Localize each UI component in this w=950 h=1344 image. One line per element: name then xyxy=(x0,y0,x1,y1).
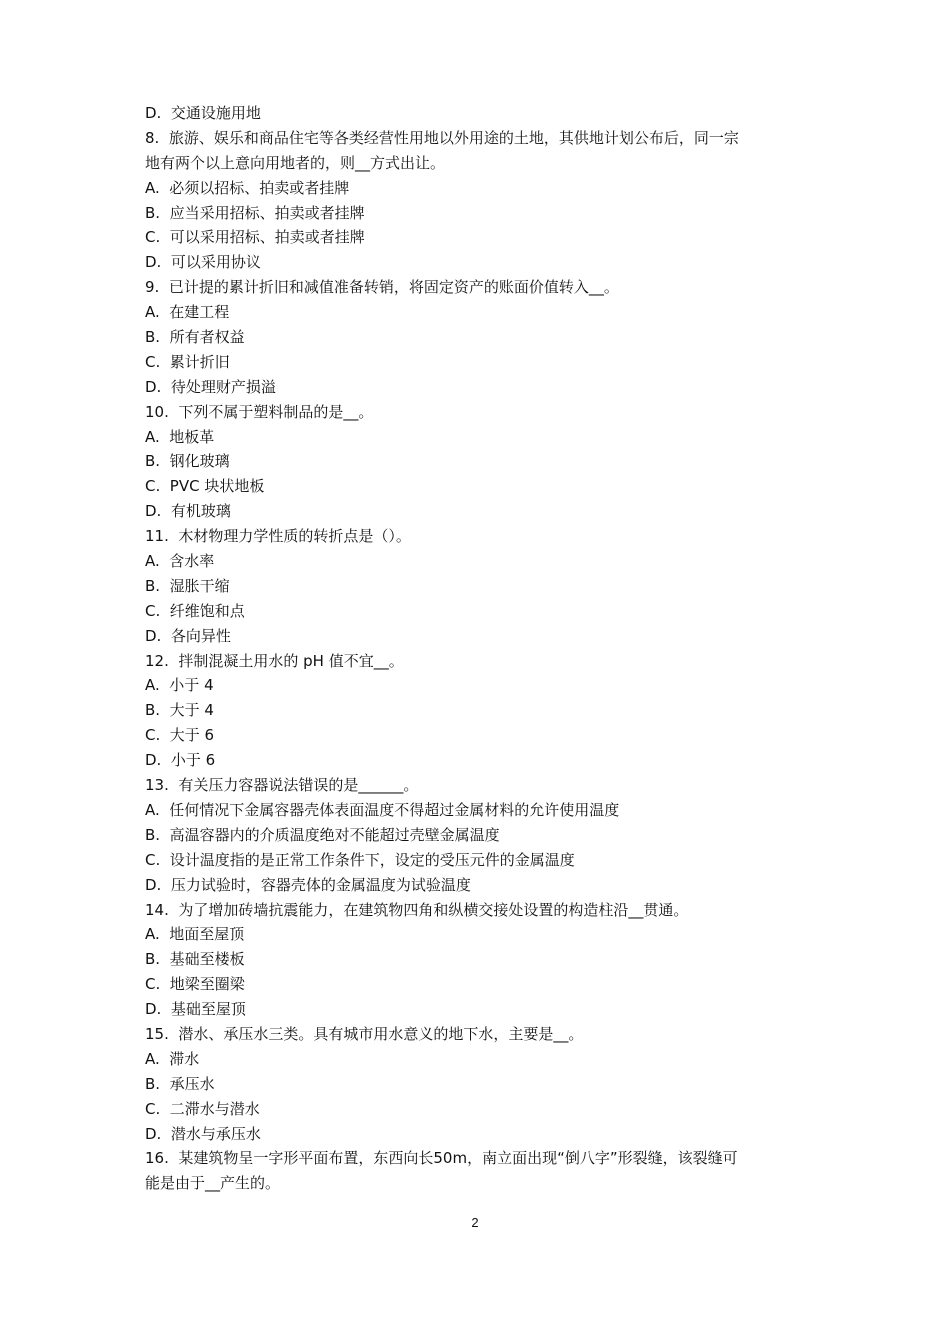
text-line: D. 各向异性 xyxy=(145,626,231,645)
text-line: D. 小于 6 xyxy=(145,751,216,770)
text-line: A. 地面至屋顶 xyxy=(145,925,245,944)
text-line: 9. 已计提的累计折旧和减值准备转销，将固定资产的账面价值转入__。 xyxy=(145,278,619,297)
text-line: B. 应当采用招标、拍卖或者挂牌 xyxy=(145,203,365,222)
text-line: A. 必须以招标、拍卖或者挂牌 xyxy=(145,178,350,197)
text-line: 地有两个以上意向用地者的，则__方式出让。 xyxy=(145,153,446,172)
text-line: 10. 下列不属于塑料制品的是__。 xyxy=(145,402,374,421)
text-line: B. 钢化玻璃 xyxy=(145,452,230,471)
text-line: B. 承压水 xyxy=(145,1074,215,1093)
text-line: A. 在建工程 xyxy=(145,303,230,322)
text-line: A. 滞水 xyxy=(145,1049,200,1068)
text-line: A. 含水率 xyxy=(145,552,215,571)
text-line: B. 高温容器内的介质温度绝对不能超过壳壁金属温度 xyxy=(145,825,500,844)
text-line: 8. 旅游、娱乐和商品住宅等各类经营性用地以外用途的土地，其供地计划公布后，同一宗 xyxy=(145,128,739,147)
text-line: C. 设计温度指的是正常工作条件下，设定的受压元件的金属温度 xyxy=(145,850,575,869)
text-line: C. 累计折旧 xyxy=(145,352,230,371)
text-line: C. 地梁至圈梁 xyxy=(145,975,245,994)
text-line: D. 有机玻璃 xyxy=(145,502,231,521)
text-line: 能是由于__产生的。 xyxy=(145,1174,281,1193)
text-line: A. 小于 4 xyxy=(145,676,214,695)
text-line: C. 纤维饱和点 xyxy=(145,601,245,620)
text-line: D. 待处理财产损溢 xyxy=(145,377,276,396)
text-line: A. 任何情况下金属容器壳体表面温度不得超过金属材料的允许使用温度 xyxy=(145,800,620,819)
document-body xyxy=(145,101,825,1196)
text-line: B. 湿胀干缩 xyxy=(145,576,230,595)
text-line: D. 交通设施用地 xyxy=(145,104,261,122)
text-line: 11. 木材物理力学性质的转折点是（）。 xyxy=(145,527,411,546)
text-line: D. 基础至屋顶 xyxy=(145,1000,246,1019)
text-line: A. 地板革 xyxy=(145,427,215,446)
text-line: C. 大于 6 xyxy=(145,726,215,745)
text-line: 14. 为了增加砖墙抗震能力，在建筑物四角和纵横交接处设置的构造柱沿__贯通。 xyxy=(145,900,689,919)
text-line: D. 潜水与承压水 xyxy=(145,1124,261,1143)
text-line: C. PVC 块状地板 xyxy=(145,477,265,496)
text-line: C. 二滞水与潜水 xyxy=(145,1099,260,1118)
text-line: D. 可以采用协议 xyxy=(145,253,261,272)
text-line: 12. 拌制混凝土用水的 pH 值不宜__。 xyxy=(145,651,404,670)
page-number: 2 xyxy=(471,1215,479,1230)
text-line: B. 大于 4 xyxy=(145,701,214,720)
text-line: B. 所有者权益 xyxy=(145,328,245,347)
text-line: 15. 潜水、承压水三类。具有城市用水意义的地下水，主要是__。 xyxy=(145,1024,584,1043)
text-line: B. 基础至楼板 xyxy=(145,950,245,969)
text-line: C. 可以采用招标、拍卖或者挂牌 xyxy=(145,228,365,247)
text-line: 13. 有关压力容器说法错误的是______。 xyxy=(145,776,419,795)
text-line: D. 压力试验时，容器壳体的金属温度为试验温度 xyxy=(145,875,471,894)
text-line: 16. 某建筑物呈一字形平面布置，东西向长50m，南立面出现“倒八字”形裂缝，该裂缝可 xyxy=(145,1149,738,1168)
